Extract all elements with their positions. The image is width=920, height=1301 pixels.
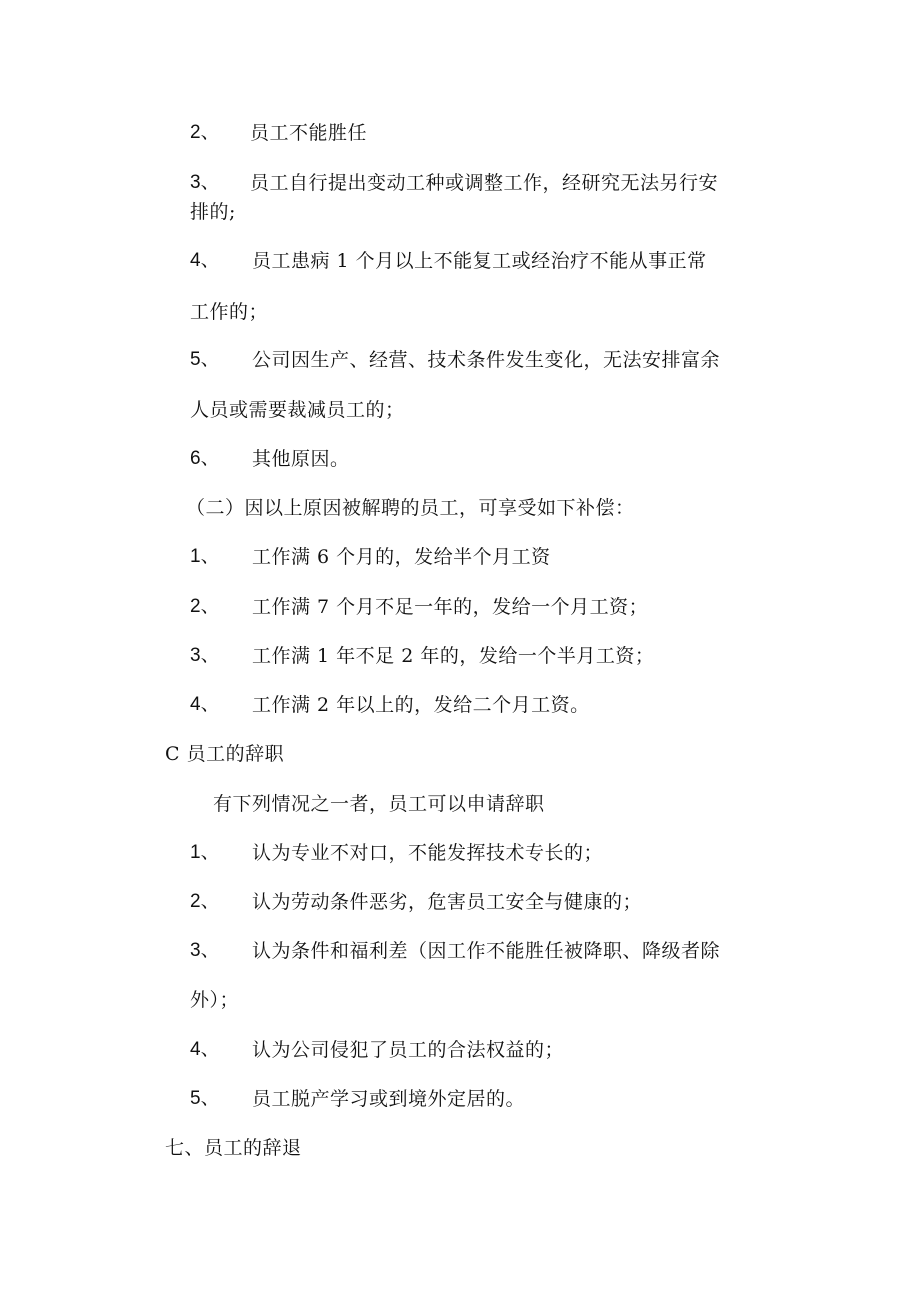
item-text: 员工患病 1 个月以上不能复工或经治疗不能从事正常 bbox=[252, 250, 707, 272]
item-text: 工作满 7 个月不足一年的，发给一个月工资； bbox=[252, 596, 649, 618]
item-text: 工作满 2 年以上的，发给二个月工资。 bbox=[252, 694, 590, 716]
item-number: 6、 bbox=[190, 448, 220, 469]
item-text: 工作满 1 年不足 2 年的，发给一个半月工资； bbox=[252, 645, 655, 667]
item-number: 1、 bbox=[190, 842, 220, 863]
item-text: 认为劳动条件恶劣，危害员工安全与健康的； bbox=[252, 891, 643, 913]
item-number: 4、 bbox=[190, 694, 220, 715]
item-number: 3、 bbox=[190, 172, 220, 193]
section-heading: 七、员工的辞退 bbox=[165, 1137, 302, 1159]
item-number: 3、 bbox=[190, 645, 220, 666]
item-text: 认为专业不对口，不能发挥技术专长的； bbox=[252, 842, 604, 864]
section-intro: 有下列情况之一者，员工可以申请辞职 bbox=[213, 793, 545, 815]
item-text: 员工自行提出变动工种或调整工作，经研究无法另行安 bbox=[250, 172, 719, 194]
item-text-continuation: 人员或需要裁减员工的； bbox=[190, 399, 405, 421]
item-number: 2、 bbox=[190, 596, 220, 617]
item-number: 1、 bbox=[190, 546, 220, 567]
section-heading: （二）因以上原因被解聘的员工，可享受如下补偿： bbox=[186, 497, 635, 519]
item-text: 认为条件和福利差（因工作不能胜任被降职、降级者除 bbox=[252, 940, 721, 962]
item-text-continuation: 工作的； bbox=[190, 301, 269, 323]
item-number: 3、 bbox=[190, 940, 220, 961]
item-text: 员工不能胜任 bbox=[250, 122, 368, 144]
item-text-continuation: 排的; bbox=[190, 201, 236, 223]
item-text-continuation: 外）； bbox=[190, 989, 240, 1011]
item-number: 4、 bbox=[190, 250, 220, 271]
item-number: 2、 bbox=[190, 891, 220, 912]
item-text: 员工脱产学习或到境外定居的。 bbox=[252, 1088, 526, 1110]
item-number: 4、 bbox=[190, 1039, 220, 1060]
item-text: 公司因生产、经营、技术条件发生变化，无法安排富余 bbox=[252, 349, 721, 371]
item-text: 其他原因。 bbox=[252, 448, 350, 470]
item-text: 工作满 6 个月的，发给半个月工资 bbox=[252, 546, 551, 568]
section-heading: C 员工的辞职 bbox=[165, 743, 285, 765]
item-text: 认为公司侵犯了员工的合法权益的； bbox=[252, 1039, 565, 1061]
item-number: 5、 bbox=[190, 349, 220, 370]
item-number: 5、 bbox=[190, 1088, 220, 1109]
item-number: 2、 bbox=[190, 122, 220, 143]
